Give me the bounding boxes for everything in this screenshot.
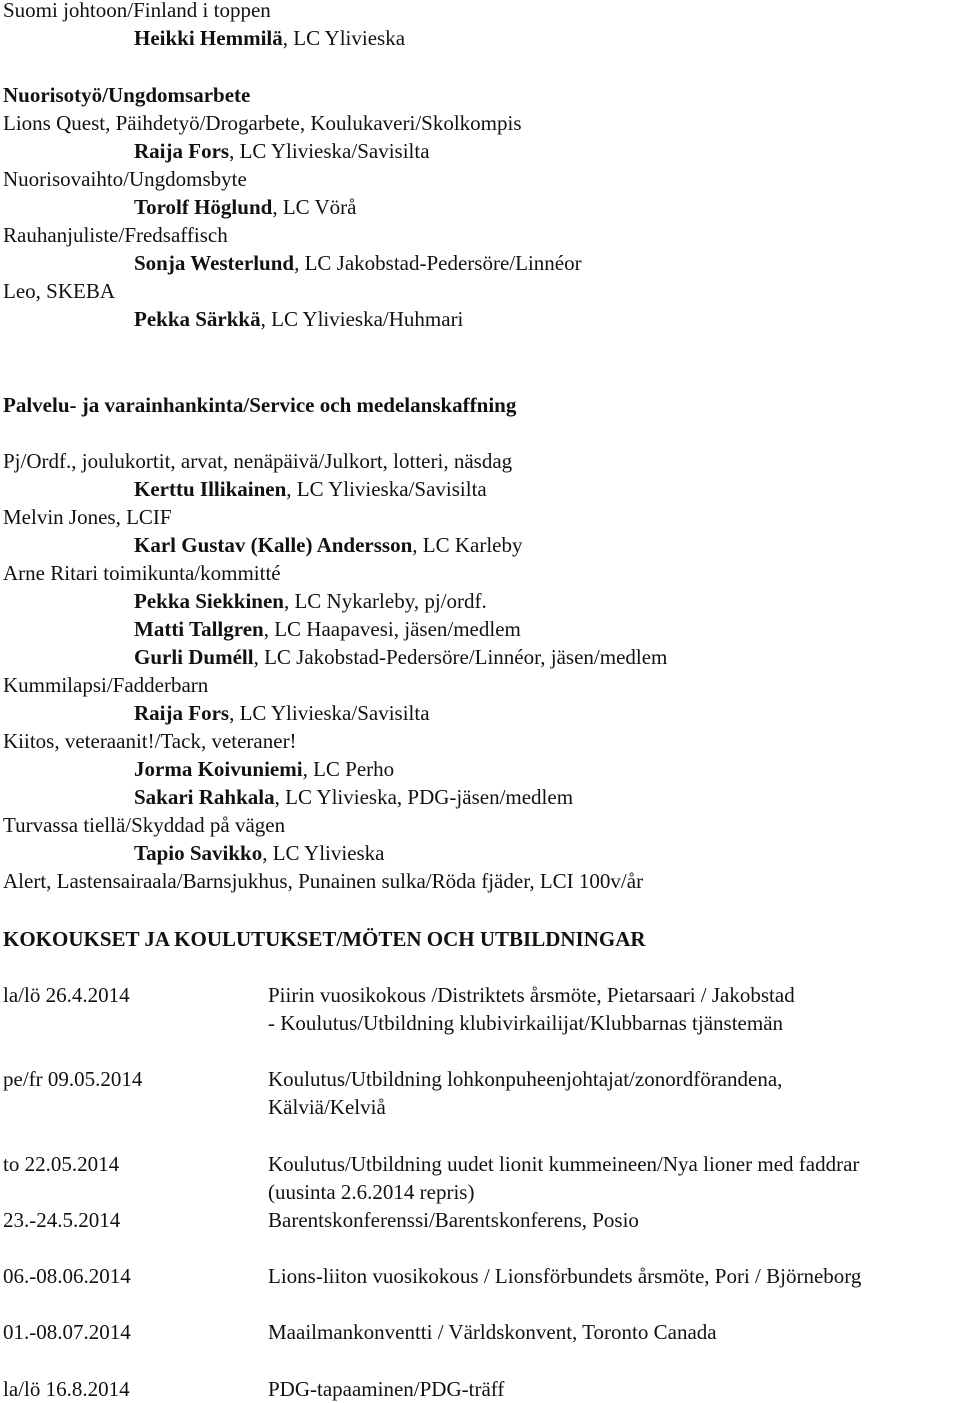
service-topic: Kiitos, veteraanit!/Tack, veteraner! (3, 729, 297, 753)
youth-topic: Nuorisovaihto/Ungdomsbyte (3, 167, 247, 191)
person-club: , LC Karleby (412, 533, 523, 557)
meetings-heading: KOKOUKSET JA KOULUTUKSET/MÖTEN OCH UTBILDNINGAR (3, 927, 646, 951)
event-title: Piirin vuosikokous /Distriktets årsmöte, Pietarsaari / Jakobstad (268, 983, 795, 1007)
person-club: , LC Ylivieska (282, 26, 406, 50)
event-title: Barentskonferenssi/Barentskonferens, Posio (268, 1208, 639, 1232)
youth-person (134, 306, 463, 332)
event-title: PDG-tapaaminen/PDG-träff (268, 1377, 505, 1401)
person-name: Sakari Rahkala (134, 785, 275, 809)
youth-heading: Nuorisotyö/Ungdomsarbete (3, 83, 251, 107)
service-topic: Pj/Ordf., joulukortit, arvat, nenäpäivä/Julkort, lotteri, näsdag (3, 449, 513, 473)
event-date: 01.-08.07.2014 (3, 1320, 131, 1344)
person-name: Kerttu Illikainen (134, 477, 287, 501)
event-detail: (uusinta 2.6.2014 repris) (268, 1180, 475, 1204)
person-name: Raija Fors (134, 139, 230, 163)
service-topic: Alert, Lastensairaala/Barnsjukhus, Punainen sulka/Röda fjäder, LCI 100v/år (3, 869, 644, 893)
service-person (134, 700, 430, 726)
finland-heading: Suomi johtoon/Finland i toppen (3, 0, 271, 22)
youth-person (134, 194, 357, 220)
event-title: Maailmankonventti / Världskonvent, Toronto Canada (268, 1320, 717, 1344)
youth-person (134, 138, 430, 164)
person-club: , LC Ylivieska, PDG-jäsen/medlem (274, 785, 574, 809)
person-name: Sonja Westerlund (134, 251, 295, 275)
person-club: , LC Ylivieska/Savisilta (286, 477, 487, 501)
service-person (134, 644, 667, 670)
person-name: Pekka Särkkä (134, 307, 261, 331)
person-name: Jorma Koivuniemi (134, 757, 303, 781)
event-date: la/lö 16.8.2014 (3, 1377, 130, 1401)
person-club: , LC Jakobstad-Pedersöre/Linnéor, jäsen/medlem (253, 645, 668, 669)
youth-topic: Rauhanjuliste/Fredsaffisch (3, 223, 228, 247)
youth-topic: Leo, SKEBA (3, 279, 115, 303)
youth-person (134, 250, 582, 276)
event-title: Koulutus/Utbildning lohkonpuheenjohtajat/zonordförandena, (268, 1067, 783, 1091)
person-name: Pekka Siekkinen (134, 589, 284, 613)
person-club: , LC Haapavesi, jäsen/medlem (263, 617, 521, 641)
person-club: , LC Ylivieska/Huhmari (260, 307, 464, 331)
finland-person (134, 25, 405, 51)
service-person (134, 616, 521, 642)
service-topic: Kummilapsi/Fadderbarn (3, 673, 209, 697)
service-topic: Turvassa tiellä/Skyddad på vägen (3, 813, 286, 837)
person-club: , LC Jakobstad-Pedersöre/Linnéor (294, 251, 582, 275)
service-topic: Arne Ritari toimikunta/kommitté (3, 561, 281, 585)
person-club: , LC Ylivieska/Savisilta (229, 701, 430, 725)
person-name: Torolf Höglund (134, 195, 273, 219)
service-person (134, 784, 573, 810)
event-date: la/lö 26.4.2014 (3, 983, 130, 1007)
event-date: to 22.05.2014 (3, 1152, 120, 1176)
person-name: Gurli Duméll (134, 645, 254, 669)
person-name: Matti Tallgren (134, 617, 264, 641)
service-person (134, 840, 385, 866)
service-person (134, 476, 487, 502)
event-title: Lions-liiton vuosikokous / Lionsförbundets årsmöte, Pori / Björneborg (268, 1264, 862, 1288)
service-person (134, 756, 394, 782)
person-club: , LC Perho (302, 757, 395, 781)
person-club: , LC Ylivieska (262, 841, 385, 865)
service-person (134, 532, 523, 558)
event-detail: - Koulutus/Utbildning klubivirkailijat/Klubbarnas tjänstemän (268, 1011, 784, 1035)
event-detail: Kälviä/Kelviå (268, 1095, 386, 1119)
service-person (134, 588, 487, 614)
person-name: Heikki Hemmilä (134, 26, 283, 50)
person-club: , LC Nykarleby, pj/ordf. (283, 589, 487, 613)
person-club: , LC Ylivieska/Savisilta (229, 139, 430, 163)
youth-topic: Lions Quest, Päihdetyö/Drogarbete, Koulukaveri/Skolkompis (3, 111, 522, 135)
event-title: Koulutus/Utbildning uudet lionit kummeineen/Nya lioner med faddrar (268, 1152, 860, 1176)
service-topic: Melvin Jones, LCIF (3, 505, 172, 529)
person-club: , LC Vörå (272, 195, 357, 219)
person-name: Raija Fors (134, 701, 230, 725)
event-date: pe/fr 09.05.2014 (3, 1067, 143, 1091)
person-name: Tapio Savikko (134, 841, 263, 865)
event-date: 06.-08.06.2014 (3, 1264, 131, 1288)
event-date: 23.-24.5.2014 (3, 1208, 121, 1232)
service-heading: Palvelu- ja varainhankinta/Service och medelanskaffning (3, 393, 517, 417)
person-name: Karl Gustav (Kalle) Andersson (134, 533, 413, 557)
